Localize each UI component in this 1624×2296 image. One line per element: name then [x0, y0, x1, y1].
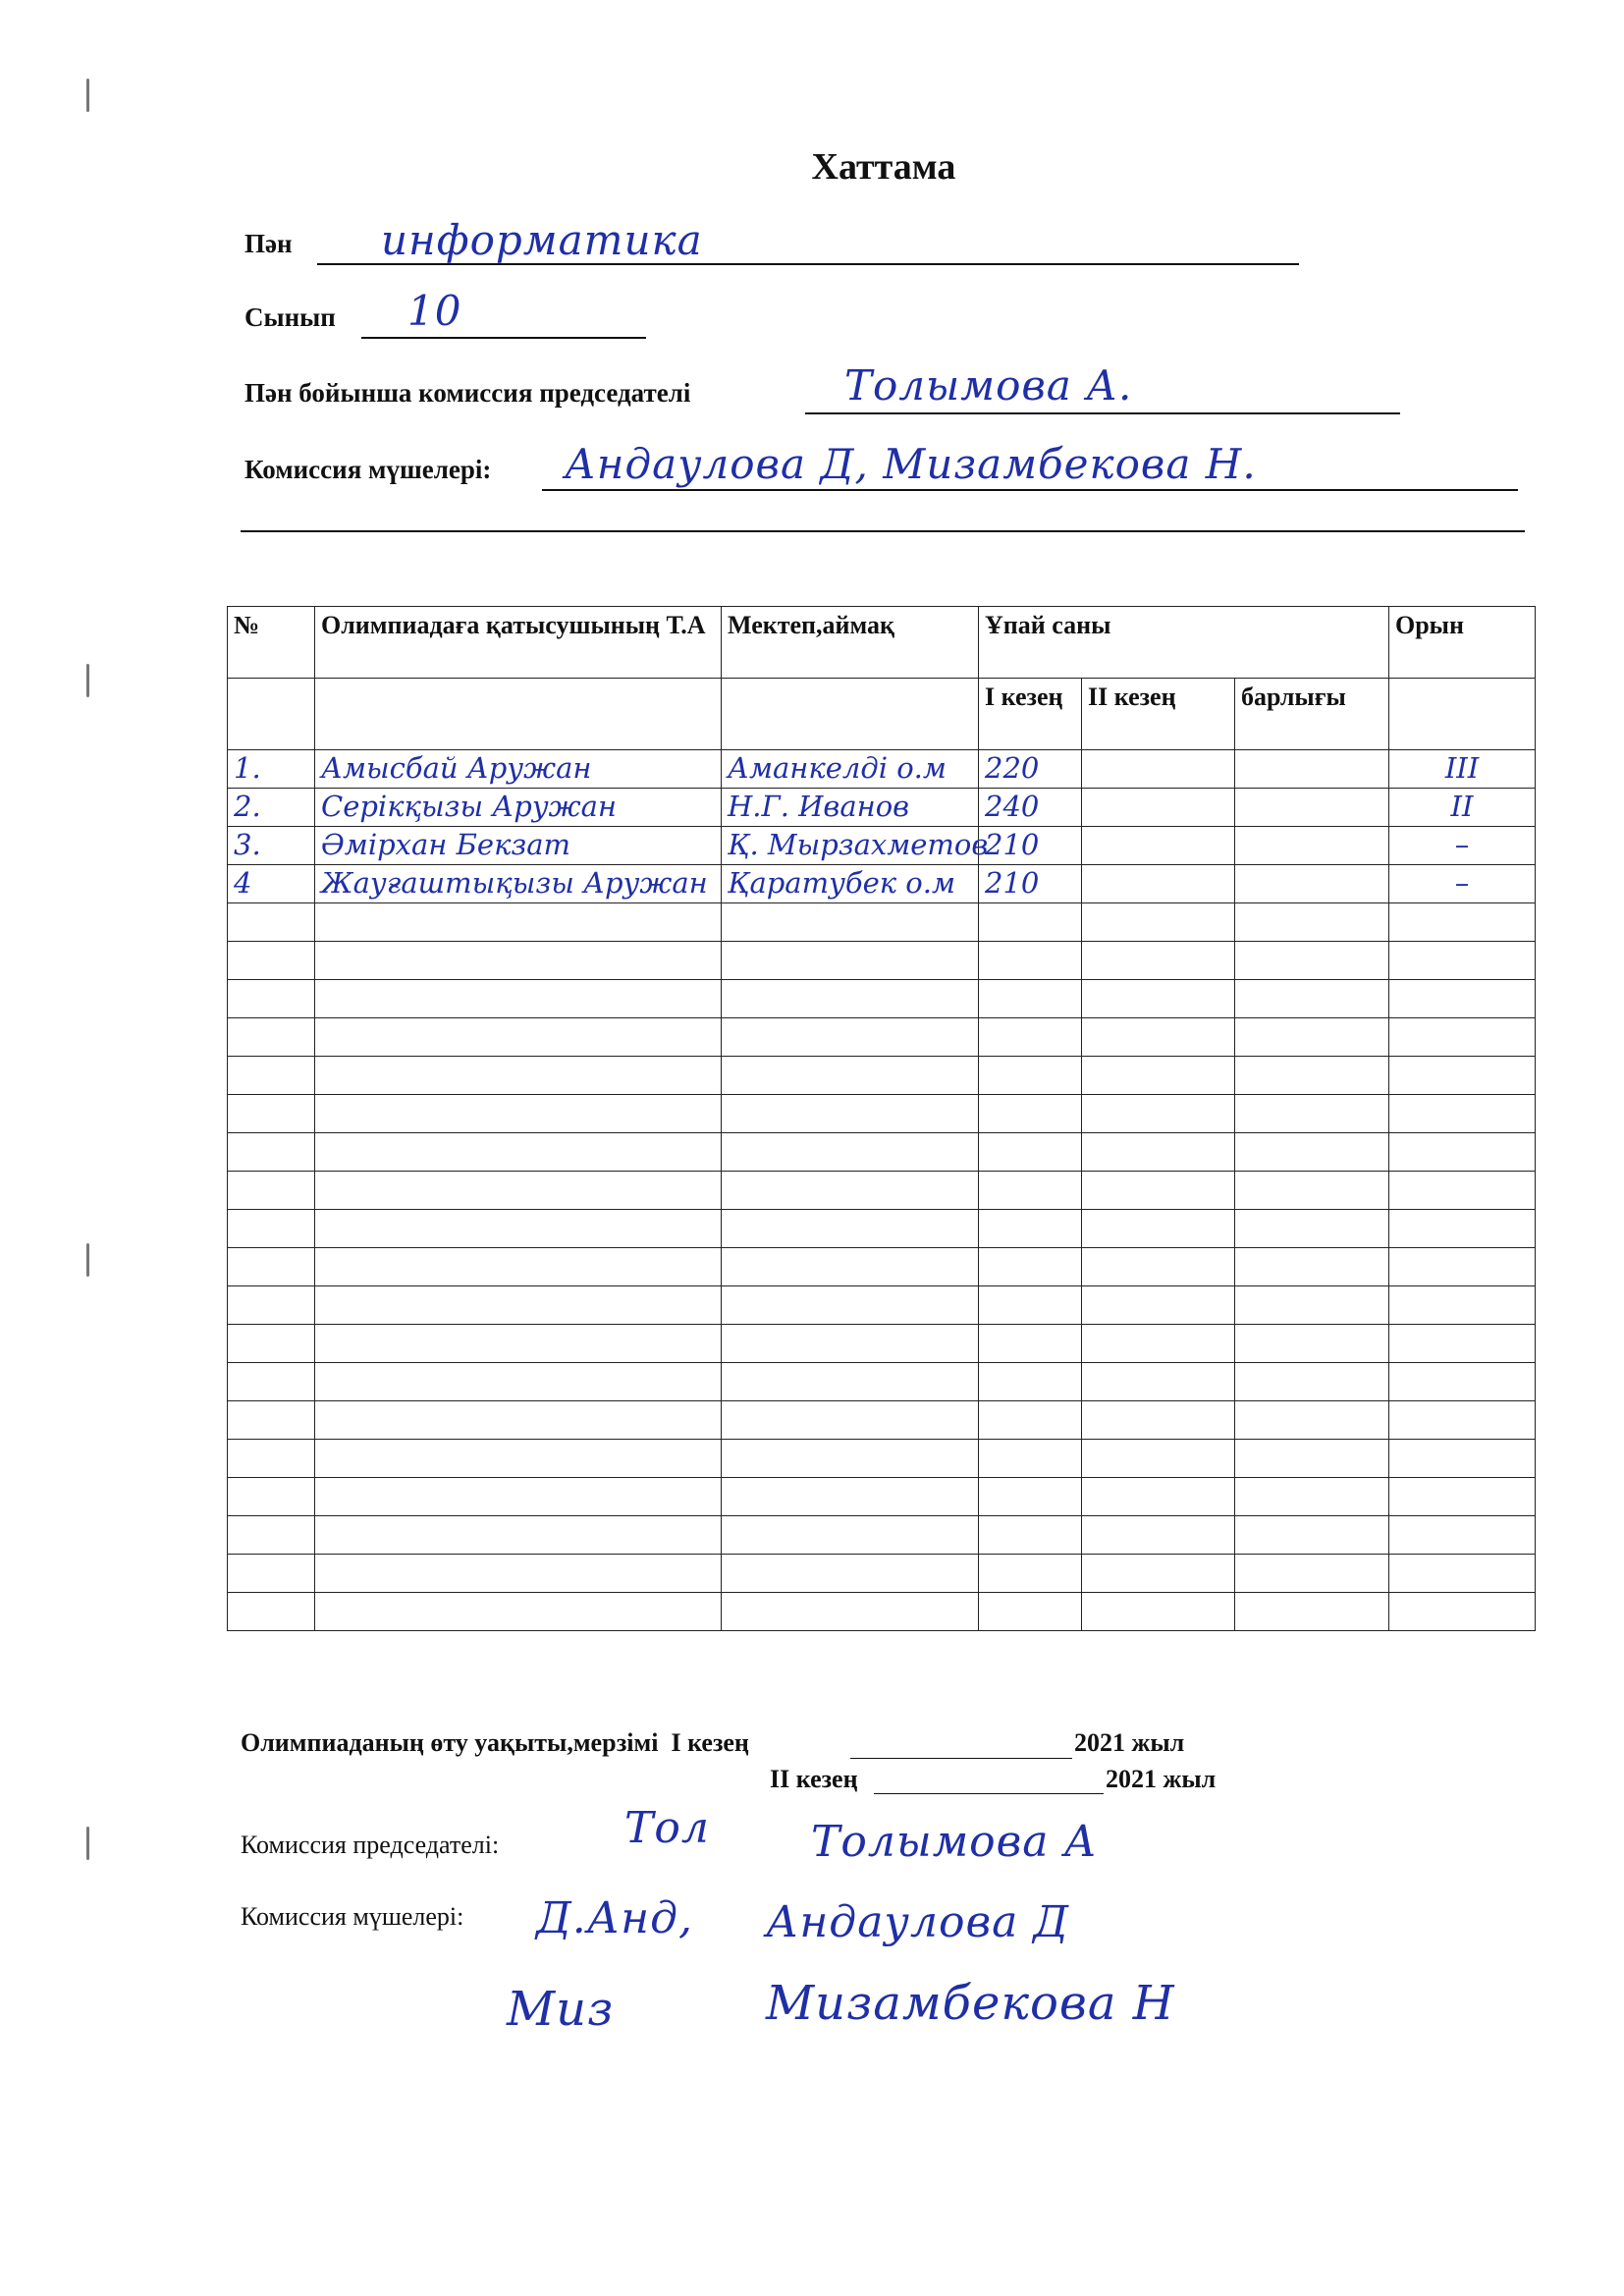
cell-place [1389, 1593, 1536, 1631]
cell-place [1389, 1325, 1536, 1363]
table-row [228, 1478, 1536, 1516]
cell-school: Н.Г. Иванов [722, 789, 979, 827]
stage1-date-line [850, 1758, 1072, 1759]
cell-place [1389, 1133, 1536, 1172]
cell-school [722, 942, 979, 980]
cell-stage2 [1082, 789, 1235, 827]
cell-stage1 [979, 1363, 1082, 1401]
cell-name [315, 1478, 722, 1516]
table-row [228, 1325, 1536, 1363]
header-name: Олимпиадаға қатысушының Т.А [315, 607, 722, 679]
members-label: Комиссия мүшелері: [244, 455, 492, 484]
cell-stage2 [1082, 1516, 1235, 1555]
cell-num [228, 1133, 315, 1172]
cell-num: 3. [228, 827, 315, 865]
cell-place: III [1389, 750, 1536, 789]
grade-label: Сынып [244, 302, 336, 332]
cell-stage1 [979, 1440, 1082, 1478]
period-label-text: Олимпиаданың өту уақыты,мерзімі [241, 1728, 659, 1757]
cell-stage1 [979, 1095, 1082, 1133]
cell-num [228, 942, 315, 980]
members-extra-line [241, 530, 1525, 532]
chair-signature: Тол [624, 1803, 710, 1853]
grade-underline [361, 337, 646, 339]
cell-stage1 [979, 1133, 1082, 1172]
cell-place: – [1389, 827, 1536, 865]
cell-stage1 [979, 1516, 1082, 1555]
header-blank [315, 679, 722, 750]
cell-total [1235, 1363, 1389, 1401]
cell-total [1235, 1516, 1389, 1555]
cell-stage2 [1082, 980, 1235, 1018]
table-row [228, 903, 1536, 942]
cell-stage2 [1082, 1286, 1235, 1325]
cell-stage2 [1082, 750, 1235, 789]
table-row [228, 1057, 1536, 1095]
cell-total [1235, 1440, 1389, 1478]
cell-num [228, 1593, 315, 1631]
subject-label: Пән [244, 229, 293, 258]
table-row [228, 827, 1536, 865]
table-row [228, 789, 1536, 827]
cell-place [1389, 1555, 1536, 1593]
scan-mark [86, 1243, 89, 1277]
cell-total [1235, 827, 1389, 865]
cell-stage2 [1082, 1440, 1235, 1478]
cell-num [228, 1478, 315, 1516]
cell-num [228, 1555, 315, 1593]
cell-stage1 [979, 1018, 1082, 1057]
cell-stage2 [1082, 1095, 1235, 1133]
cell-school [722, 1286, 979, 1325]
cell-place [1389, 942, 1536, 980]
cell-stage1 [979, 1555, 1082, 1593]
cell-stage1 [979, 1210, 1082, 1248]
cell-school [722, 1210, 979, 1248]
cell-place [1389, 1401, 1536, 1440]
cell-name [315, 1133, 722, 1172]
header-place: Орын [1389, 607, 1536, 679]
cell-stage1: 240 [979, 789, 1082, 827]
header-blank [228, 679, 315, 750]
cell-name: Әмірхан Бекзат [315, 827, 722, 865]
cell-school [722, 1325, 979, 1363]
cell-name [315, 1172, 722, 1210]
cell-stage2 [1082, 1057, 1235, 1095]
table-row [228, 1172, 1536, 1210]
cell-num [228, 1363, 315, 1401]
table-row [228, 980, 1536, 1018]
table-row [228, 1440, 1536, 1478]
cell-total [1235, 1095, 1389, 1133]
member2-signature: Миз [507, 1982, 615, 2037]
cell-stage2 [1082, 1593, 1235, 1631]
cell-num [228, 1286, 315, 1325]
cell-total [1235, 865, 1389, 903]
cell-stage1: 210 [979, 827, 1082, 865]
cell-total [1235, 1057, 1389, 1095]
cell-name [315, 942, 722, 980]
cell-school [722, 1440, 979, 1478]
table-row [228, 1133, 1536, 1172]
cell-num [228, 1210, 315, 1248]
cell-school [722, 1401, 979, 1440]
scan-mark [86, 79, 89, 112]
header-num: № [228, 607, 315, 679]
cell-stage2 [1082, 1555, 1235, 1593]
scan-mark [86, 664, 89, 697]
cell-stage2 [1082, 827, 1235, 865]
cell-total [1235, 750, 1389, 789]
cell-school [722, 1095, 979, 1133]
cell-name [315, 903, 722, 942]
table-row [228, 1516, 1536, 1555]
stage2-year: 2021 жыл [1106, 1765, 1217, 1793]
cell-place [1389, 1057, 1536, 1095]
cell-num: 2. [228, 789, 315, 827]
cell-name [315, 1363, 722, 1401]
cell-name: Амысбай Аружан [315, 750, 722, 789]
cell-stage1: 220 [979, 750, 1082, 789]
cell-total [1235, 980, 1389, 1018]
cell-name [315, 1593, 722, 1631]
cell-school [722, 1057, 979, 1095]
header-school: Мектеп,аймақ [722, 607, 979, 679]
table-row [228, 1363, 1536, 1401]
cell-stage2 [1082, 1210, 1235, 1248]
table-row [228, 750, 1536, 789]
cell-school [722, 1018, 979, 1057]
cell-school [722, 1172, 979, 1210]
cell-name [315, 980, 722, 1018]
cell-place [1389, 1248, 1536, 1286]
cell-stage2 [1082, 865, 1235, 903]
cell-total [1235, 1401, 1389, 1440]
cell-place [1389, 903, 1536, 942]
cell-num [228, 980, 315, 1018]
cell-stage2 [1082, 903, 1235, 942]
cell-total [1235, 1478, 1389, 1516]
cell-stage2 [1082, 1172, 1235, 1210]
footer-chair-label: Комиссия председателі: [241, 1831, 500, 1859]
cell-total [1235, 1133, 1389, 1172]
cell-school [722, 1363, 979, 1401]
cell-num [228, 1095, 315, 1133]
cell-school [722, 1555, 979, 1593]
cell-stage2 [1082, 1401, 1235, 1440]
cell-stage1 [979, 1325, 1082, 1363]
cell-stage2 [1082, 1248, 1235, 1286]
cell-stage2 [1082, 1363, 1235, 1401]
cell-stage2 [1082, 1325, 1235, 1363]
cell-total [1235, 1248, 1389, 1286]
cell-place [1389, 1478, 1536, 1516]
table-row [228, 1248, 1536, 1286]
cell-total [1235, 1018, 1389, 1057]
subject-value: информатика [381, 216, 703, 264]
cell-name: Жауғаштықызы Аружан [315, 865, 722, 903]
cell-total [1235, 1593, 1389, 1631]
cell-total [1235, 942, 1389, 980]
cell-total [1235, 1172, 1389, 1210]
cell-place [1389, 980, 1536, 1018]
cell-num [228, 1325, 315, 1363]
cell-num [228, 1440, 315, 1478]
table-row [228, 1018, 1536, 1057]
cell-stage2 [1082, 942, 1235, 980]
cell-name [315, 1248, 722, 1286]
chair-signature-name: Толымова А [811, 1817, 1098, 1867]
cell-name [315, 1401, 722, 1440]
cell-name [315, 1325, 722, 1363]
cell-place [1389, 1440, 1536, 1478]
footer-members-label: Комиссия мүшелері: [241, 1902, 464, 1931]
member2-signature-name: Мизамбекова Н [766, 1976, 1175, 2031]
cell-stage2 [1082, 1018, 1235, 1057]
cell-place [1389, 1018, 1536, 1057]
cell-stage2 [1082, 1478, 1235, 1516]
cell-school [722, 1478, 979, 1516]
header-stage1: I кезең [979, 679, 1082, 750]
cell-total [1235, 1286, 1389, 1325]
cell-name [315, 1516, 722, 1555]
cell-name [315, 1210, 722, 1248]
table-row [228, 1210, 1536, 1248]
cell-place [1389, 1286, 1536, 1325]
header-blank [1389, 679, 1536, 750]
stage2-date-line [874, 1793, 1104, 1794]
cell-total [1235, 1325, 1389, 1363]
results-table [227, 606, 1536, 1631]
cell-total [1235, 789, 1389, 827]
member1-signature: Д.Анд, [536, 1893, 693, 1943]
cell-place [1389, 1363, 1536, 1401]
table-row [228, 1286, 1536, 1325]
cell-num: 1. [228, 750, 315, 789]
cell-num [228, 1057, 315, 1095]
members-value: Андаулова Д, Мизамбекова Н. [565, 440, 1257, 488]
cell-school [722, 903, 979, 942]
cell-stage1 [979, 1478, 1082, 1516]
header-total: барлығы [1235, 679, 1389, 750]
cell-name [315, 1095, 722, 1133]
cell-name [315, 1440, 722, 1478]
cell-num [228, 903, 315, 942]
cell-school [722, 980, 979, 1018]
cell-place [1389, 1172, 1536, 1210]
cell-school: Аманкелді о.м [722, 750, 979, 789]
cell-name [315, 1555, 722, 1593]
cell-num: 4 [228, 865, 315, 903]
cell-total [1235, 1555, 1389, 1593]
cell-stage1 [979, 980, 1082, 1018]
cell-stage1 [979, 1172, 1082, 1210]
chair-label: Пән бойынша комиссия председателі [244, 378, 691, 408]
cell-stage1 [979, 1593, 1082, 1631]
cell-stage1 [979, 1401, 1082, 1440]
cell-place [1389, 1210, 1536, 1248]
cell-name [315, 1057, 722, 1095]
cell-num [228, 1172, 315, 1210]
cell-num [228, 1248, 315, 1286]
header-score: Ұпай саны [979, 607, 1389, 679]
page-title: Хаттама [811, 146, 956, 188]
cell-name [315, 1286, 722, 1325]
cell-school: Қаратубек о.м [722, 865, 979, 903]
period-stage1-label: I кезең [671, 1728, 749, 1757]
members-underline [542, 489, 1518, 491]
cell-stage1 [979, 1057, 1082, 1095]
table-row [228, 1095, 1536, 1133]
table-row [228, 1555, 1536, 1593]
cell-school [722, 1248, 979, 1286]
table-row [228, 865, 1536, 903]
cell-stage2 [1082, 1133, 1235, 1172]
period-stage2-label: II кезең [770, 1765, 858, 1793]
table-row [228, 1593, 1536, 1631]
table-row [228, 1401, 1536, 1440]
scan-mark [86, 1827, 89, 1860]
cell-school [722, 1133, 979, 1172]
cell-place: II [1389, 789, 1536, 827]
cell-place [1389, 1516, 1536, 1555]
header-stage2: II кезең [1082, 679, 1235, 750]
cell-total [1235, 1210, 1389, 1248]
cell-stage1 [979, 903, 1082, 942]
cell-place: – [1389, 865, 1536, 903]
cell-num [228, 1018, 315, 1057]
cell-name: Серікқызы Аружан [315, 789, 722, 827]
cell-school: Қ. Мырзахметов [722, 827, 979, 865]
cell-name [315, 1018, 722, 1057]
period-label [241, 1728, 749, 1758]
cell-total [1235, 903, 1389, 942]
grade-value: 10 [407, 287, 462, 335]
cell-stage1 [979, 1248, 1082, 1286]
cell-num [228, 1401, 315, 1440]
cell-stage1 [979, 942, 1082, 980]
chair-underline [805, 412, 1400, 414]
table-row [228, 942, 1536, 980]
chair-value: Толымова А. [844, 361, 1133, 410]
cell-school [722, 1516, 979, 1555]
member1-signature-name: Андаулова Д [766, 1897, 1070, 1947]
cell-place [1389, 1095, 1536, 1133]
cell-school [722, 1593, 979, 1631]
stage1-year: 2021 жыл [1074, 1728, 1185, 1757]
cell-num [228, 1516, 315, 1555]
cell-stage1 [979, 1286, 1082, 1325]
header-blank [722, 679, 979, 750]
cell-stage1: 210 [979, 865, 1082, 903]
